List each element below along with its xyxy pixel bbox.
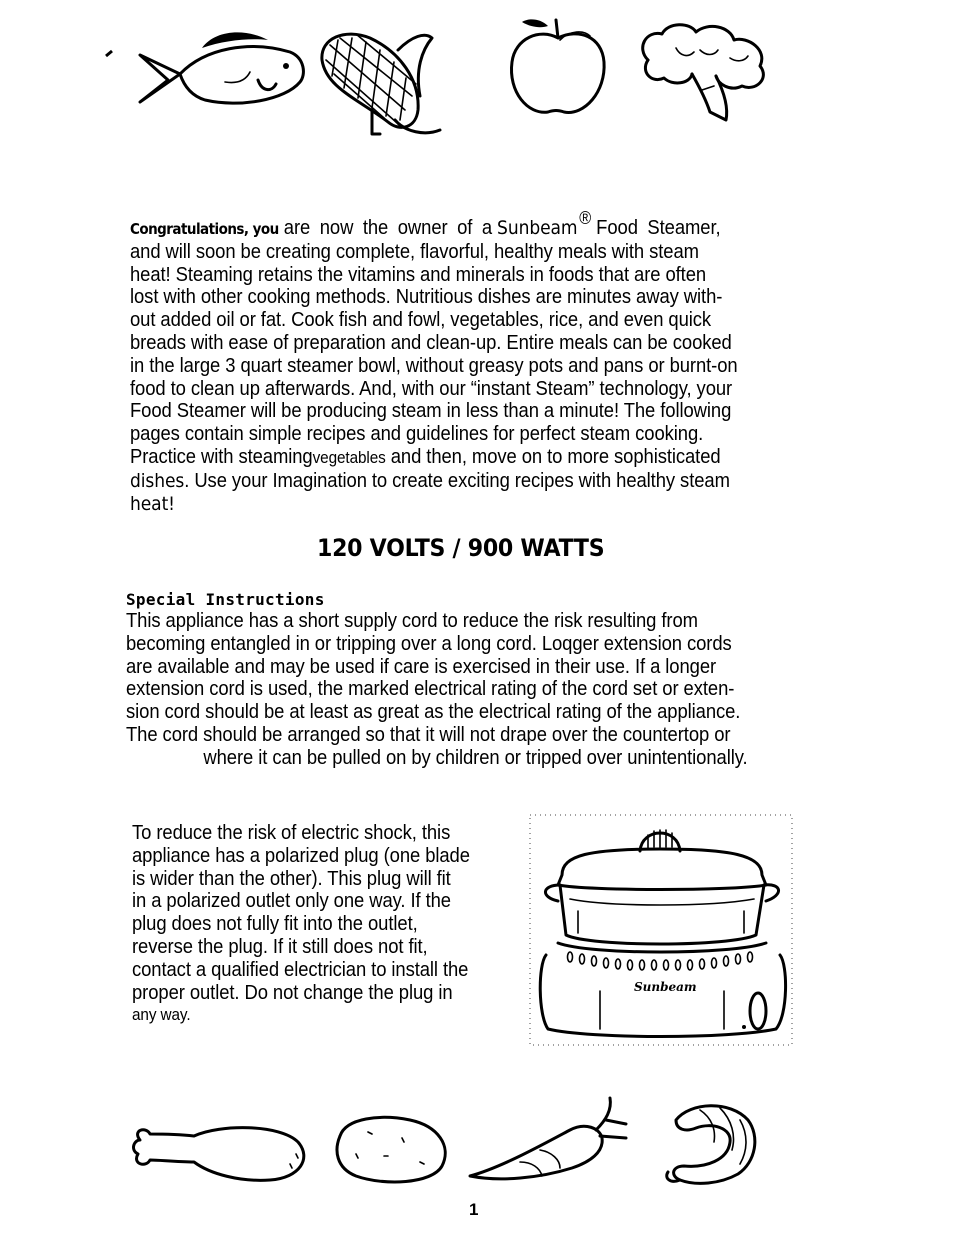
- chili-pepper-icon: [470, 1098, 626, 1179]
- intro-line: in the large 3 quart steamer bowl, without greasy pots and pans or burnt-on: [130, 353, 738, 377]
- intro-first-line: [130, 207, 738, 241]
- intro-line: Food Steamer will be producing steam in less than a minute! The following: [130, 399, 732, 423]
- plug-line: To reduce the risk of electric shock, this: [132, 821, 451, 844]
- page-number: 1: [469, 1200, 479, 1219]
- special-line: The cord should be arranged so that it will not drape over the countertop or: [126, 722, 731, 746]
- plug-line: any way.: [132, 1005, 191, 1025]
- plug-line: plug does not fully fit into the outlet,: [132, 912, 418, 936]
- intro-line: [130, 446, 738, 470]
- potato-icon: [337, 1117, 445, 1182]
- plug-line: contact a qualified electrician to install the: [132, 957, 469, 981]
- intro-text: dishes: [130, 469, 185, 492]
- intro-text: and then, move on to more sophisticated: [385, 444, 721, 468]
- plug-warning-paragraph: [132, 822, 470, 1027]
- intro-line: pages contain simple recipes and guidelines for perfect steam cooking.: [130, 422, 704, 446]
- intro-text: Food Steamer,: [596, 216, 721, 239]
- food-steamer-illustration: [530, 815, 800, 1055]
- intro-line: lost with other cooking methods. Nutritious dishes are minutes away with-: [130, 285, 723, 309]
- stray-mark: [106, 51, 112, 56]
- fish-icon: [140, 32, 303, 103]
- shrimp-icon: [667, 1106, 755, 1184]
- rating-heading: 120 VOLTS / 900 WATTS: [317, 534, 605, 562]
- special-instructions-paragraph: [126, 610, 748, 770]
- intro-line: breads with ease of preparation and clean-up. Entire meals can be cooked: [130, 330, 732, 354]
- apple-icon: [511, 19, 604, 112]
- intro-line: heat! Steaming retains the vitamins and minerals in foods that are often: [130, 262, 707, 286]
- special-line: are available and may be used if care is exercised in their use. If a longer: [126, 654, 717, 678]
- intro-lead: Congratulations, you: [130, 220, 279, 238]
- special-instructions-title: Special Instructions: [126, 590, 325, 609]
- corn-icon: [322, 34, 440, 134]
- intro-text: vegetables: [312, 447, 386, 467]
- steam-vents: [568, 952, 753, 970]
- plug-line: reverse the plug. If it still does not fit,: [132, 934, 428, 958]
- intro-line: [130, 470, 738, 493]
- plug-line: in a polarized outlet only one way. If the: [132, 889, 451, 913]
- steamer-brand-logo: Sunbeam: [634, 980, 697, 994]
- intro-text: are now the owner of a: [283, 216, 493, 239]
- intro-line: food to clean up afterwards. And, with our “instant Steam” technology, your: [130, 376, 733, 400]
- drumstick-icon: [134, 1128, 304, 1181]
- intro-line: and will soon be creating complete, flavorful, healthy meals with steam: [130, 239, 699, 263]
- broccoli-icon: [643, 25, 764, 120]
- bottom-food-illustrations: [0, 1090, 954, 1200]
- brand-name: Sunbeam: [497, 217, 578, 239]
- special-line: where it can be pulled on by children or tripped over unintentionally.: [203, 745, 748, 769]
- top-food-illustrations: [0, 0, 954, 150]
- registered-mark: ®: [579, 208, 592, 228]
- plug-line: is wider than the other). This plug will fit: [132, 866, 451, 890]
- intro-text: Practice with steaming: [130, 444, 313, 468]
- intro-line: heat!: [130, 492, 175, 515]
- special-line: This appliance has a short supply cord to reduce the risk resulting from: [126, 609, 698, 632]
- intro-paragraph: [130, 207, 738, 515]
- intro-text: . Use your Imagination to create exciting recipes with healthy steam: [184, 468, 730, 492]
- plug-line: proper outlet. Do not change the plug in: [132, 980, 453, 1004]
- plug-line: appliance has a polarized plug (one blade: [132, 843, 470, 867]
- special-line: becoming entangled in or tripping over a long cord. Loqger extension cords: [126, 631, 732, 655]
- intro-line: out added oil or fat. Cook fish and fowl, vegetables, rice, and even quick: [130, 308, 712, 332]
- special-line: extension cord is used, the marked electrical rating of the cord set or exten-: [126, 677, 735, 701]
- special-line: sion cord should be at least as great as the electrical rating of the appliance.: [126, 700, 741, 724]
